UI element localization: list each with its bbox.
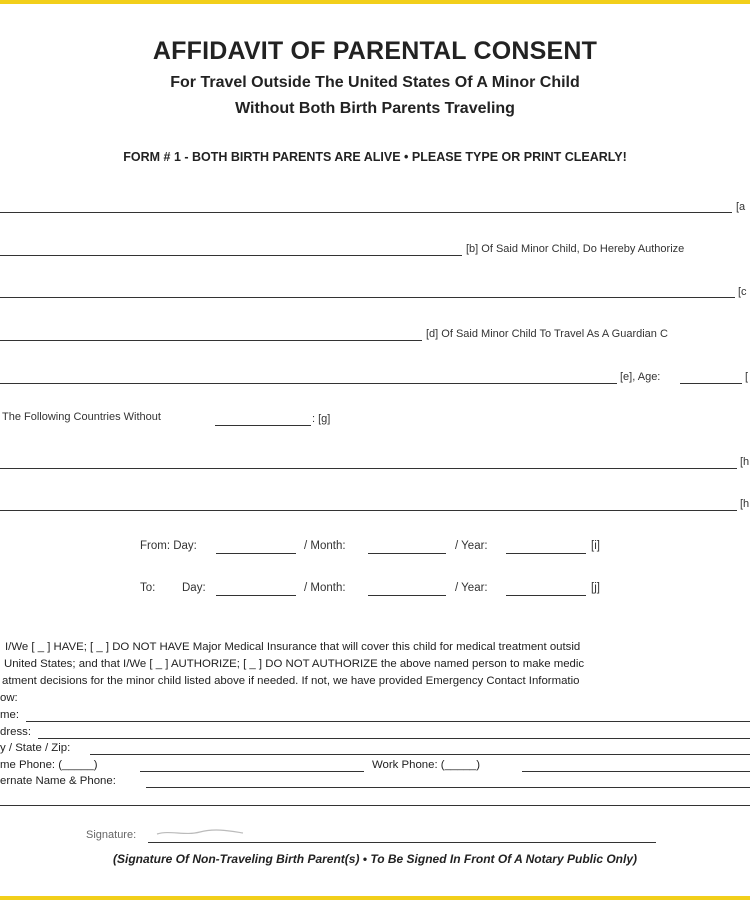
signature-line[interactable] xyxy=(148,842,656,843)
field-a-label: [a xyxy=(736,201,746,213)
date-j-label: [j] xyxy=(591,582,600,594)
contact-alternate-label: ernate Name & Phone: xyxy=(0,775,116,787)
from-month-line[interactable] xyxy=(368,553,446,554)
insurance-line-1: I/We [ _ ] HAVE; [ _ ] DO NOT HAVE Major Medical Insurance that will cover this child for medical treatment outsid xyxy=(5,641,581,653)
from-year-line[interactable] xyxy=(506,553,586,554)
top-frame-border xyxy=(0,0,750,4)
field-d-line[interactable] xyxy=(0,340,422,341)
field-g-label: : [g] xyxy=(312,413,331,425)
contact-address-line[interactable] xyxy=(38,738,750,739)
signature-scribble-icon xyxy=(155,826,245,838)
contact-work-phone-label: Work Phone: (_____) xyxy=(372,759,481,771)
field-h-line-1[interactable] xyxy=(0,468,737,469)
from-day-label: From: Day: xyxy=(140,540,197,552)
from-year-label: / Year: xyxy=(455,540,488,552)
field-h-label-2: [h xyxy=(740,498,750,510)
insurance-line-4: ow: xyxy=(0,692,18,704)
field-e-bracket: [ xyxy=(745,371,749,383)
contact-name-line[interactable] xyxy=(26,721,750,722)
contact-alternate-line[interactable] xyxy=(146,787,750,788)
signature-note: (Signature Of Non-Traveling Birth Parent(s) • To Be Signed In Front Of A Notary Public Only) xyxy=(112,852,637,866)
document-title: AFFIDAVIT OF PARENTAL CONSENT xyxy=(152,37,598,65)
bottom-frame-border xyxy=(0,896,750,900)
to-day-line[interactable] xyxy=(216,595,296,596)
insurance-line-2: United States; and that I/We [ _ ] AUTHORIZE; [ _ ] DO NOT AUTHORIZE the above named person to make medic xyxy=(4,658,585,670)
document-subtitle-2: Without Both Birth Parents Traveling xyxy=(235,100,515,117)
signature-label: Signature: xyxy=(86,829,137,841)
contact-home-phone-label: me Phone: (_____) xyxy=(0,759,98,771)
contact-extra-line[interactable] xyxy=(0,805,750,806)
contact-city-label: y / State / Zip: xyxy=(0,742,71,754)
insurance-line-3: atment decisions for the minor child listed above if needed. If not, we have provided Emergency Contact Informatio xyxy=(2,675,580,687)
contact-home-phone-line[interactable] xyxy=(140,771,364,772)
field-age-line[interactable] xyxy=(680,383,742,384)
field-h-label-1: [h xyxy=(740,456,750,468)
contact-address-label: dress: xyxy=(0,726,32,738)
to-month-label: / Month: xyxy=(304,582,346,594)
to-day-label: Day: xyxy=(182,582,206,594)
field-e-line[interactable] xyxy=(0,383,617,384)
document-subtitle-1: For Travel Outside The United States Of A Minor Child xyxy=(170,74,580,91)
contact-work-phone-line[interactable] xyxy=(522,771,750,772)
to-year-label: / Year: xyxy=(455,582,488,594)
field-g-text: The Following Countries Without xyxy=(2,411,161,423)
field-c-line[interactable] xyxy=(0,297,735,298)
field-a-line[interactable] xyxy=(0,212,732,213)
contact-city-line[interactable] xyxy=(90,754,750,755)
field-c-label: [c xyxy=(738,286,747,298)
form-instruction: FORM # 1 - BOTH BIRTH PARENTS ARE ALIVE • PLEASE TYPE OR PRINT CLEARLY! xyxy=(123,150,627,164)
contact-name-label: me: xyxy=(0,709,19,721)
date-i-label: [i] xyxy=(591,540,600,552)
field-b-label: [b] Of Said Minor Child, Do Hereby Authorize xyxy=(466,243,685,255)
to-month-line[interactable] xyxy=(368,595,446,596)
to-year-line[interactable] xyxy=(506,595,586,596)
field-d-label: [d] Of Said Minor Child To Travel As A Guardian C xyxy=(426,328,668,340)
to-label: To: xyxy=(140,582,156,594)
field-e-label: [e], Age: xyxy=(620,371,661,383)
field-h-line-2[interactable] xyxy=(0,510,737,511)
from-day-line[interactable] xyxy=(216,553,296,554)
from-month-label: / Month: xyxy=(304,540,346,552)
field-g-line[interactable] xyxy=(215,425,311,426)
field-b-line[interactable] xyxy=(0,255,462,256)
